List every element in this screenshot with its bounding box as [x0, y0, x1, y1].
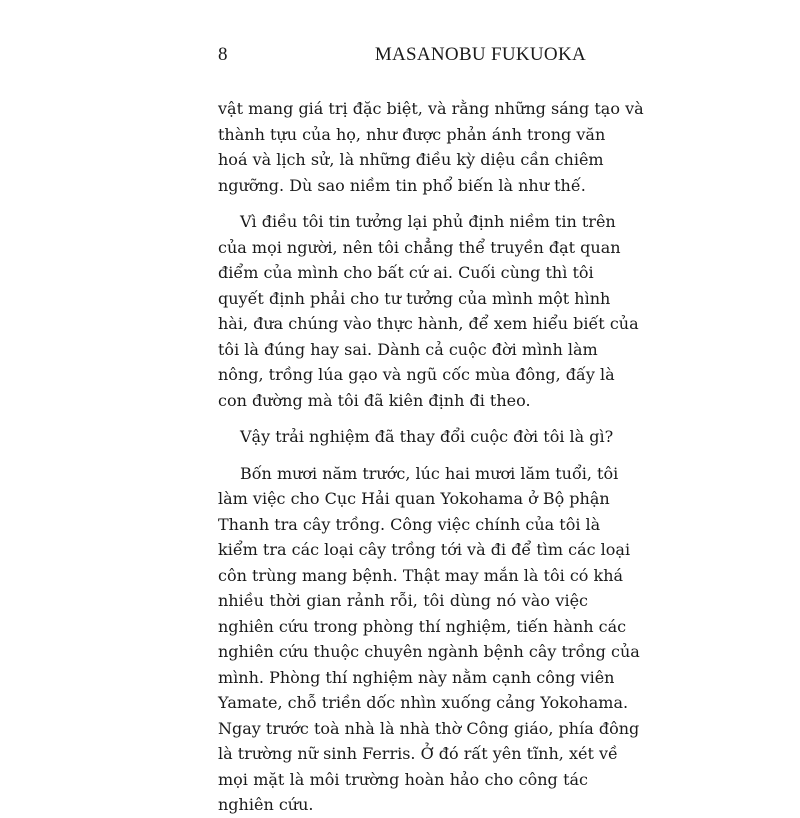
text-line: làm việc cho Cục Hải quan Yokohama ở Bộ phận [218, 489, 610, 508]
text-line: Vậy trải nghiệm đã thay đổi cuộc đời tôi là gì? [240, 427, 614, 446]
page-number: 8 [218, 44, 228, 65]
text-line: hài, đưa chúng vào thực hành, để xem hiểu biết của [218, 314, 639, 333]
text-line: con đường mà tôi đã kiên định đi theo. [218, 390, 531, 410]
text-line: của mọi người, nên tôi chẳng thể truyền đạt quan [218, 237, 621, 257]
text-line: Vì điều tôi tin tưởng lại phủ định niềm tin trên [240, 212, 616, 231]
text-line: tôi là đúng hay sai. Dành cả cuộc đời mình làm [218, 339, 598, 359]
paragraph [218, 96, 644, 198]
paragraph [218, 424, 614, 450]
text-line: Yamate, chỗ triền dốc nhìn xuống cảng Yokohama. [218, 693, 629, 712]
text-line: kiểm tra các loại cây trồng tới và đi để tìm các loại [218, 540, 631, 559]
text-line: mọi mặt là môi trường hoàn hảo cho công tác [218, 769, 588, 789]
text-line: nghiên cứu thuộc chuyên ngành bệnh cây trồng của [218, 642, 640, 661]
running-head: MASANOBU FUKUOKA [374, 44, 586, 65]
text-line: thành tựu của họ, như được phản ánh trong văn [218, 124, 606, 144]
text-line: côn trùng mang bệnh. Thật may mắn là tôi có khá [218, 565, 624, 585]
body-text [218, 96, 644, 818]
text-line: Bốn mươi năm trước, lúc hai mươi lăm tuổi, tôi [240, 463, 619, 483]
text-line: nghiên cứu. [218, 795, 314, 814]
text-line: Thanh tra cây trồng. Công việc chính của tôi là [218, 514, 601, 534]
text-line: mình. Phòng thí nghiệm này nằm cạnh công viên [218, 667, 615, 687]
text-line: là trường nữ sinh Ferris. Ở đó rất yên tĩnh, xét về [218, 744, 618, 763]
text-line: nông, trồng lúa gạo và ngũ cốc mùa đông, đấy là [218, 365, 615, 384]
paragraph [218, 209, 639, 413]
paragraph [218, 461, 640, 818]
text-line: vật mang giá trị đặc biệt, và rằng những sáng tạo và [218, 99, 644, 118]
text-line: quyết định phải cho tư tưởng của mình một hình [218, 288, 611, 308]
page-header [218, 44, 586, 74]
text-line: Ngay trước toà nhà là nhà thờ Công giáo, phía đông [218, 718, 640, 738]
text-line: nghiên cứu trong phòng thí nghiệm, tiến hành các [218, 616, 627, 636]
text-line: điểm của mình cho bất cứ ai. Cuối cùng thì tôi [218, 263, 594, 282]
text-line: hoá và lịch sử, là những điều kỳ diệu cần chiêm [218, 150, 604, 169]
text-line: nhiều thời gian rảnh rỗi, tôi dùng nó vào việc [218, 591, 588, 610]
text-line: ngưỡng. Dù sao niềm tin phổ biến là như thế. [218, 175, 586, 195]
